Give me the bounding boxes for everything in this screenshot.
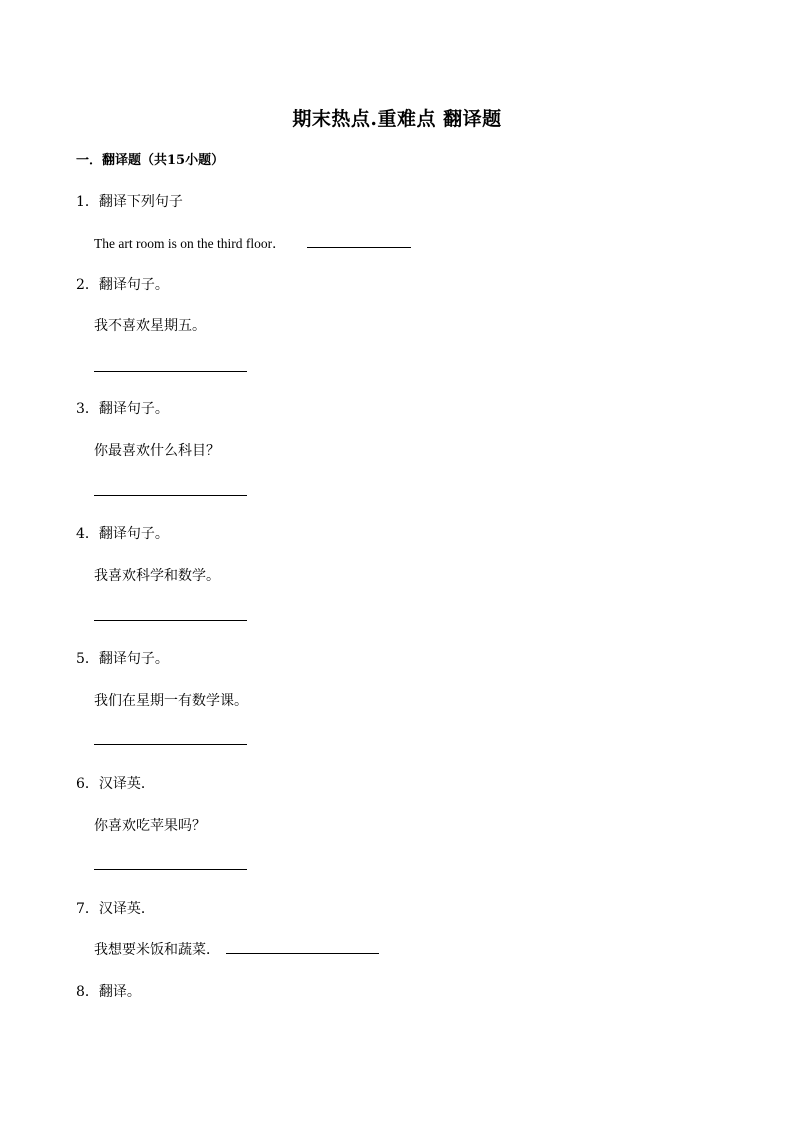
question-sentence: 你最喜欢什么科目？ [94,443,220,459]
answer-line[interactable] [94,620,247,621]
question-sentence: 我不喜欢星期五。 [94,318,206,334]
question-1 [76,191,183,211]
question-number: 8． [76,984,99,1000]
question-6 [76,773,155,793]
question-number: 5． [76,651,99,667]
question-number: 2． [76,277,99,293]
question-sentence: 我想要米饭和蔬菜． [94,942,220,958]
answer-line[interactable] [94,744,247,745]
answer-line[interactable] [94,495,247,496]
question-number: 4． [76,526,99,542]
question-7 [76,898,155,918]
answer-line[interactable] [94,371,247,372]
question-4 [76,523,169,543]
question-number: 7． [76,901,99,917]
question-5 [76,648,169,668]
question-prompt: 翻译句子。 [98,651,169,667]
answer-blank[interactable] [226,939,379,954]
question-3 [76,398,169,418]
question-prompt: 翻译。 [98,984,141,1000]
question-7-body [94,939,379,959]
question-prompt: 翻译句子。 [98,277,169,293]
question-number: 6． [76,776,99,792]
question-sentence: The art room is on the third floor． [94,236,286,251]
question-prompt: 汉译英． [98,776,155,792]
question-number: 1． [76,194,99,210]
page-title: 期末热点.重难点 翻译题 [292,108,502,130]
section-heading: 一．翻译题（共15小题） [76,153,225,168]
question-1-body [94,232,411,252]
question-sentence: 我们在星期一有数学课。 [94,693,248,709]
question-sentence: 我喜欢科学和数学。 [94,568,220,584]
question-prompt: 翻译句子。 [98,401,169,417]
question-prompt: 汉译英． [98,901,155,917]
question-sentence: 你喜欢吃苹果吗？ [94,818,206,834]
question-2 [76,274,169,294]
question-8 [76,981,141,1001]
question-number: 3． [76,401,99,417]
question-prompt: 翻译下列句子 [98,194,183,210]
question-prompt: 翻译句子。 [98,526,169,542]
answer-line[interactable] [94,869,247,870]
answer-blank[interactable] [307,233,411,248]
